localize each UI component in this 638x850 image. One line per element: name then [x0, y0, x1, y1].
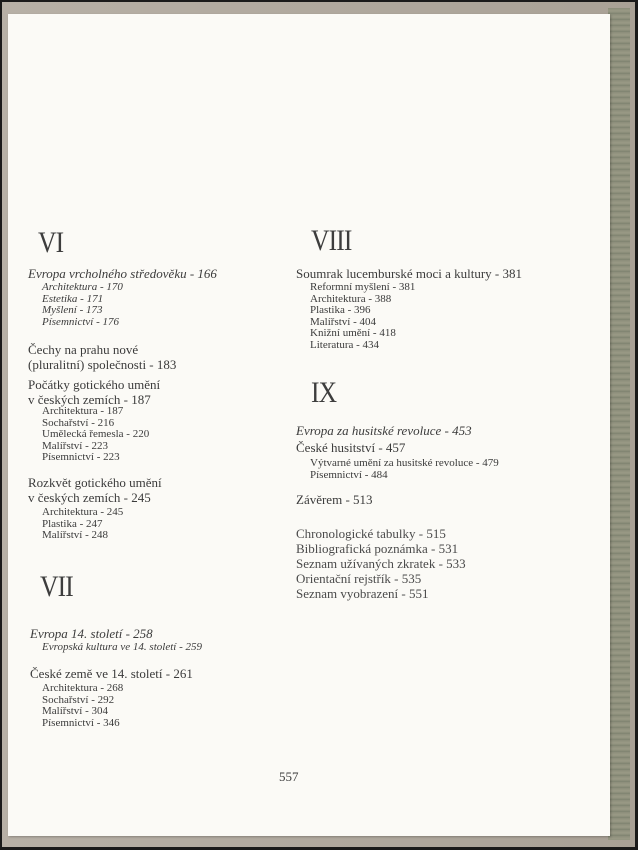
toc-entry-cechy — [28, 342, 176, 372]
toc-sublist-pocatky — [42, 406, 149, 464]
toc-subentry: Výtvarné umění za husitské revoluce - 479 — [310, 457, 499, 469]
toc-sublist-soumrak — [310, 282, 415, 352]
section-numeral-vii: VII — [40, 570, 73, 603]
toc-entry-line: v českých zemích - 245 — [28, 490, 151, 505]
toc-subentry: Literatura - 434 — [310, 338, 380, 351]
toc-subentry: Architektura - 187 — [42, 405, 124, 417]
toc-entry-evropa-vrcholneho: Evropa vrcholného středověku - 166 — [28, 266, 217, 281]
book-spine — [608, 8, 630, 840]
toc-entry-line: Čechy na prahu nové — [28, 342, 139, 357]
section-numeral-ix: IX — [311, 376, 337, 409]
toc-entry-ceske-husitstvi: České husitství - 457 — [296, 440, 406, 455]
toc-entry-zaver: Závěrem - 513 — [296, 492, 373, 507]
toc-sublist-vi-europe — [42, 282, 123, 328]
toc-subentry: Sochařství - 216 — [42, 416, 115, 429]
toc-appendix-entry: Chronologické tabulky - 515 — [296, 526, 446, 541]
toc-appendix-entry: Bibliografická poznámka - 531 — [296, 541, 459, 556]
toc-appendix-list — [296, 526, 466, 601]
toc-appendix-entry: Seznam vyobrazení - 551 — [296, 586, 429, 601]
toc-entry-line: Rozkvět gotického umění — [28, 475, 162, 490]
toc-appendix-entry: Orientační rejstřík - 535 — [296, 571, 422, 586]
toc-entry-rozkvet — [28, 475, 162, 505]
toc-subentry: Malířství - 223 — [42, 439, 108, 452]
toc-subentry: Myšlení - 173 — [42, 304, 103, 317]
toc-subentry: Estetika - 171 — [42, 292, 104, 305]
toc-subentry: Architektura - 245 — [42, 506, 124, 518]
toc-entry-line: (pluralitní) společnosti - 183 — [28, 357, 177, 372]
toc-sublist-husitstvi — [310, 458, 499, 481]
toc-subentry: Reformní myšlení - 381 — [310, 281, 416, 293]
toc-subentry-evropska-kultura: Evropská kultura ve 14. století - 259 — [42, 641, 202, 653]
toc-subentry: Písemnictví - 223 — [42, 451, 120, 464]
toc-subentry: Architektura - 170 — [42, 281, 123, 293]
toc-subentry: Malířství - 248 — [42, 529, 108, 542]
toc-entry-pocatky — [28, 377, 160, 407]
toc-sublist-ceske-zeme — [42, 683, 123, 729]
toc-sublist-rozkvet — [42, 507, 123, 542]
contents-page — [8, 14, 610, 836]
toc-subentry: Písemnictví - 346 — [42, 716, 120, 729]
toc-entry-ceske-zeme-14: České země ve 14. století - 261 — [30, 666, 193, 681]
toc-subentry: Plastika - 247 — [42, 517, 103, 530]
toc-subentry: Sochařství - 292 — [42, 693, 115, 706]
toc-subentry: Umělecká řemesla - 220 — [42, 428, 150, 441]
toc-subentry: Plastika - 396 — [310, 304, 371, 317]
section-numeral-vi: VI — [38, 226, 64, 259]
section-numeral-viii: VIII — [311, 224, 352, 257]
toc-subentry: Malířství - 304 — [42, 705, 108, 718]
toc-subentry: Knižní umění - 418 — [310, 327, 396, 340]
toc-subentry: Malířství - 404 — [310, 315, 376, 328]
toc-subentry: Architektura - 268 — [42, 682, 124, 694]
toc-entry-line: Počátky gotického umění — [28, 377, 161, 392]
page-number: 557 — [279, 769, 299, 784]
toc-entry-evropa-husitske: Evropa za husitské revoluce - 453 — [296, 423, 472, 438]
toc-entry-line: v českých zemích - 187 — [28, 392, 151, 407]
toc-entry-evropa-14: Evropa 14. století - 258 — [30, 626, 153, 641]
toc-appendix-entry: Seznam užívaných zkratek - 533 — [296, 556, 466, 571]
toc-entry-soumrak: Soumrak lucemburské moci a kultury - 381 — [296, 266, 523, 281]
toc-subentry: Písemnictví - 484 — [310, 468, 388, 481]
toc-subentry: Architektura - 388 — [310, 292, 392, 305]
toc-subentry: Písemnictví - 176 — [42, 315, 119, 328]
